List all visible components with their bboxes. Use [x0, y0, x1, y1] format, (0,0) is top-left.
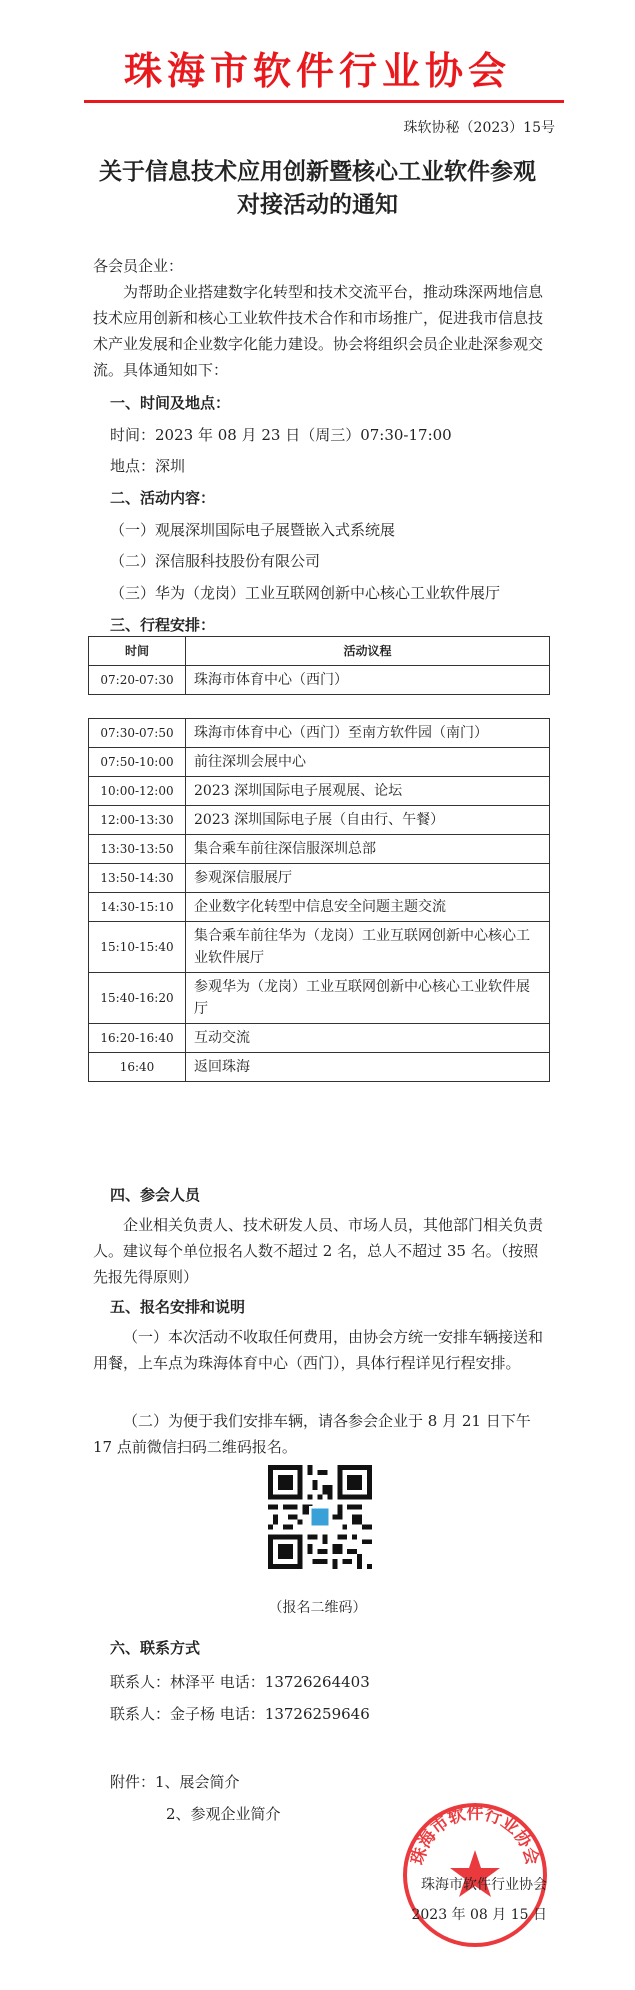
- attachment-1: 附件：1、展会简介: [110, 1773, 240, 1791]
- row-time: 13:30-13:50: [89, 835, 186, 864]
- row-item: 珠海市体育中心（西门）: [186, 666, 550, 695]
- salutation: 各会员企业：: [93, 257, 184, 275]
- row-item: 集合乘车前往华为（龙岗）工业互联网创新中心核心工业软件展厅: [186, 922, 550, 973]
- table-row: [89, 893, 550, 922]
- section-1-title: 一、时间及地点：: [110, 394, 231, 412]
- section-3-title: 三、行程安排：: [110, 616, 216, 634]
- title-line-2: 对接活动的通知: [237, 191, 398, 218]
- table-row: [89, 1053, 550, 1082]
- row-item: 集合乘车前往深信服深圳总部: [186, 835, 550, 864]
- signature-date: 2023 年 08 月 15 日: [411, 1907, 547, 1923]
- section-4-title: 四、参会人员: [110, 1186, 201, 1204]
- content-item-1: （一）观展深圳国际电子展暨嵌入式系统展: [110, 521, 396, 539]
- letterhead-rule: [84, 100, 564, 103]
- attendee-paragraph: 企业相关负责人、技术研发人员、市场人员，其他部门相关负责人。建议每个单位报名人数不超过 2 名，总人不超过 35 名。（按照先报先得原则）: [93, 1216, 544, 1286]
- title-line-1: 关于信息技术应用创新暨核心工业软件参观: [99, 158, 536, 185]
- col-agenda-header: 活动议程: [186, 637, 550, 666]
- qr-caption: （报名二维码）: [268, 1600, 367, 1616]
- registration-note-2: （二）为便于我们安排车辆，请各参会企业于 8 月 21 日下午 17 点前微信扫码二维码报名。: [93, 1412, 531, 1456]
- table-header-row: [89, 637, 550, 666]
- org-letterhead: 珠海市软件行业协会: [123, 49, 511, 93]
- row-item: 前往深圳会展中心: [186, 748, 550, 777]
- contact-1: 联系人：林泽平 电话：13726264403: [110, 1673, 370, 1691]
- notice-title: [60, 155, 575, 221]
- row-time: 14:30-15:10: [89, 893, 186, 922]
- row-time: 16:40: [89, 1053, 186, 1082]
- schedule-table-head: [88, 636, 550, 695]
- registration-qr-code: [268, 1465, 372, 1569]
- row-time: 12:00-13:30: [89, 806, 186, 835]
- table-row: [89, 973, 550, 1024]
- registration-note-1: （一）本次活动不收取任何费用，由协会方统一安排车辆接送和用餐，上车点为珠海体育中心（西门），具体行程详见行程安排。: [93, 1328, 544, 1372]
- section-6-title: 六、联系方式: [110, 1639, 201, 1657]
- row-time: 13:50-14:30: [89, 864, 186, 893]
- content-item-2: （二）深信服科技股份有限公司: [110, 552, 321, 570]
- table-row: [89, 864, 550, 893]
- row-time: 07:50-10:00: [89, 748, 186, 777]
- row-item: 参观深信服展厅: [186, 864, 550, 893]
- document-number: 珠软协秘（2023）15号: [403, 120, 555, 136]
- table-row: [89, 835, 550, 864]
- event-time: 时间：2023 年 08 月 23 日（周三）07:30-17:00: [110, 426, 452, 444]
- contact-2: 联系人：金子杨 电话：13726259646: [110, 1705, 370, 1723]
- table-row: [89, 719, 550, 748]
- schedule-table-body: [88, 718, 550, 1082]
- event-place: 地点：深圳: [110, 457, 186, 475]
- row-item: 2023 深圳国际电子展（自由行、午餐）: [186, 806, 550, 835]
- row-item: 互动交流: [186, 1024, 550, 1053]
- row-time: 10:00-12:00: [89, 777, 186, 806]
- table-row: [89, 922, 550, 973]
- signature-org: 珠海市软件行业协会: [421, 1877, 547, 1893]
- seal-text: 珠海市软件行业协会: [408, 1803, 542, 1867]
- intro-paragraph: 为帮助企业搭建数字化转型和技术交流平台，推动珠深两地信息技术应用创新和核心工业软件技术合作和市场推广，促进我市信息技术产业发展和企业数字化能力建设。协会将组织会员企业赴深参观交流。具体通知如下：: [93, 283, 544, 379]
- attachment-2: 2、参观企业简介: [166, 1805, 281, 1823]
- row-time: 15:40-16:20: [89, 973, 186, 1024]
- row-item: 企业数字化转型中信息安全问题主题交流: [186, 893, 550, 922]
- content-item-3: （三）华为（龙岗）工业互联网创新中心核心工业软件展厅: [110, 584, 501, 602]
- row-time: 15:10-15:40: [89, 922, 186, 973]
- section-5-title: 五、报名安排和说明: [110, 1298, 246, 1316]
- section-2-title: 二、活动内容：: [110, 489, 216, 507]
- row-item: 参观华为（龙岗）工业互联网创新中心核心工业软件展厅: [186, 973, 550, 1024]
- row-time: 07:20-07:30: [89, 666, 186, 695]
- table-row: [89, 777, 550, 806]
- row-item: 2023 深圳国际电子展观展、论坛: [186, 777, 550, 806]
- row-item: 返回珠海: [186, 1053, 550, 1082]
- col-time-header: 时间: [89, 637, 186, 666]
- row-time: 16:20-16:40: [89, 1024, 186, 1053]
- row-item: 珠海市体育中心（西门）至南方软件园（南门）: [186, 719, 550, 748]
- table-row: [89, 806, 550, 835]
- row-time: 07:30-07:50: [89, 719, 186, 748]
- table-row: [89, 666, 550, 695]
- table-row: [89, 748, 550, 777]
- table-row: [89, 1024, 550, 1053]
